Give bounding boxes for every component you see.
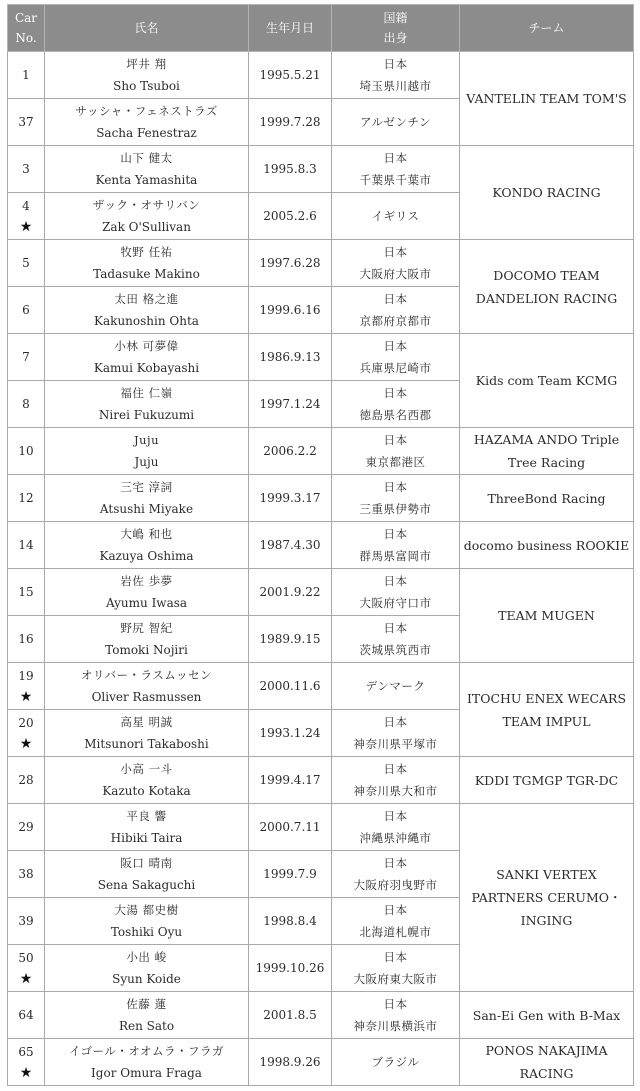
driver-name-english: Oliver Rasmussen [91, 690, 202, 704]
birth-date: 1995.5.21 [259, 68, 321, 82]
birth-date: 2000.11.6 [259, 679, 321, 693]
birth-date: 1999.10.26 [255, 961, 325, 975]
car-number-cell [8, 851, 45, 898]
birth-date: 2001.8.5 [263, 1008, 317, 1022]
header-car-no [8, 5, 45, 52]
nationality: 日本 [383, 292, 408, 306]
nationality: 日本 [383, 809, 408, 823]
origin-cell [332, 710, 460, 757]
origin-cell [332, 757, 460, 804]
car-number-cell [8, 240, 45, 287]
car-number: 7 [22, 350, 30, 364]
car-number-cell [8, 804, 45, 851]
team-name-line: RACING [519, 1066, 574, 1081]
origin-cell [332, 851, 460, 898]
team-name-line: HAZAMA ANDO Triple [473, 432, 620, 447]
driver-name-cell [45, 757, 249, 804]
birth-date: 1999.6.16 [259, 303, 321, 317]
hometown: 北海道札幌市 [359, 925, 432, 939]
driver-name-english: Zak O'Sullivan [102, 220, 191, 234]
team-name-line: PARTNERS CERUMO・ [471, 890, 622, 905]
birth-date-cell [249, 992, 332, 1039]
driver-name-english: Sena Sakaguchi [97, 878, 196, 892]
birth-date-cell [249, 193, 332, 240]
driver-name-english: Juju [134, 455, 159, 469]
driver-name-english: Kamui Kobayashi [93, 361, 200, 375]
driver-name-cell [45, 381, 249, 428]
car-number: 19 [18, 669, 34, 683]
header-origin-line-2: 出身 [383, 31, 408, 45]
driver-name-japanese: オリバー・ラスムッセン [80, 668, 213, 682]
birth-date-cell [249, 804, 332, 851]
driver-name-english: Nirei Fukuzumi [98, 408, 195, 422]
birth-date: 1997.1.24 [259, 397, 321, 411]
team-cell [460, 240, 634, 334]
hometown: 大阪府大阪市 [359, 267, 432, 281]
car-number-cell [8, 287, 45, 334]
driver-name-english: Sacha Fenestraz [96, 126, 197, 140]
hometown: 京都府京都市 [359, 314, 432, 328]
hometown: 兵庫県尼崎市 [359, 361, 432, 375]
origin-cell [332, 1039, 460, 1086]
origin-cell [332, 475, 460, 522]
header-origin-line-1: 国籍 [383, 11, 408, 25]
rookie-star-icon: ★ [19, 1065, 33, 1081]
driver-name-cell [45, 710, 249, 757]
car-number-cell [8, 99, 45, 146]
birth-date-cell [249, 757, 332, 804]
birth-date: 2006.2.2 [263, 444, 317, 458]
car-number-cell [8, 475, 45, 522]
team-name-line: KDDI TGMGP TGR-DC [474, 772, 619, 788]
origin-cell [332, 287, 460, 334]
origin-cell [332, 804, 460, 851]
driver-name-cell [45, 898, 249, 945]
header-birth: 生年月日 [249, 5, 332, 52]
team-cell [460, 522, 634, 569]
driver-name-cell [45, 569, 249, 616]
team-cell [460, 52, 634, 146]
birth-date-cell [249, 52, 332, 99]
table-row [8, 522, 634, 569]
birth-date-cell [249, 287, 332, 334]
birth-date: 1987.4.30 [259, 538, 321, 552]
car-number: 64 [18, 1008, 34, 1022]
car-number-cell [8, 146, 45, 193]
driver-name-english: Sho Tsuboi [113, 79, 180, 93]
driver-name-cell [45, 193, 249, 240]
team-cell [460, 804, 634, 992]
car-number: 1 [22, 68, 30, 82]
driver-name-japanese: 坪井 翔 [126, 57, 167, 71]
driver-name-japanese: 阪口 晴南 [120, 856, 173, 870]
driver-name-english: Kenta Yamashita [95, 173, 198, 187]
driver-name-english: Atsushi Miyake [99, 502, 194, 516]
driver-name-cell [45, 1039, 249, 1086]
table-row [8, 428, 634, 475]
car-number: 6 [22, 303, 30, 317]
hometown: 群馬県富岡市 [359, 549, 432, 563]
driver-name-japanese: 牧野 任祐 [120, 245, 173, 259]
nationality: 日本 [383, 574, 408, 588]
car-number-cell [8, 757, 45, 804]
origin-cell [332, 616, 460, 663]
driver-name-cell [45, 240, 249, 287]
driver-name-cell [45, 663, 249, 710]
origin-cell [332, 569, 460, 616]
birth-date-cell [249, 1039, 332, 1086]
team-cell [460, 475, 634, 522]
birth-date-cell [249, 851, 332, 898]
nationality: 日本 [383, 151, 408, 165]
birth-date: 1986.9.13 [259, 350, 321, 364]
hometown: 東京都港区 [365, 455, 426, 469]
nationality: 日本 [383, 621, 408, 635]
nationality: 日本 [383, 997, 408, 1011]
car-number: 38 [18, 867, 34, 881]
hometown: 大阪府東大阪市 [353, 972, 438, 986]
birth-date: 1999.7.9 [263, 867, 317, 881]
team-name-line: San-Ei Gen with B-Max [472, 1007, 621, 1023]
nationality: 日本 [383, 57, 408, 71]
birth-date: 2000.7.11 [259, 820, 321, 834]
birth-date-cell [249, 663, 332, 710]
team-name-line: INGING [520, 913, 573, 928]
nationality: 日本 [383, 762, 408, 776]
origin-cell [332, 52, 460, 99]
team-name-line: Tree Racing [507, 455, 586, 470]
table-row [8, 569, 634, 616]
car-number: 15 [18, 585, 34, 599]
driver-name-cell [45, 945, 249, 992]
rookie-star-icon: ★ [19, 736, 33, 752]
driver-name-japanese: 三宅 淳詞 [120, 480, 173, 494]
team-name-line: TEAM MUGEN [498, 608, 595, 623]
origin-cell [332, 522, 460, 569]
driver-name-cell [45, 522, 249, 569]
driver-name-english: Kazuya Oshima [99, 549, 194, 563]
car-number: 29 [18, 820, 34, 834]
driver-name-japanese: 野尻 智紀 [120, 621, 173, 635]
driver-name-japanese: ザック・オサリバン [92, 198, 201, 212]
car-number-cell [8, 381, 45, 428]
team-name-line: ITOCHU ENEX WECARS [466, 690, 627, 706]
nationality: 日本 [383, 903, 408, 917]
team-name-line: PONOS NAKAJIMA [485, 1043, 608, 1058]
driver-name-cell [45, 804, 249, 851]
team-name-line: DOCOMO TEAM [493, 267, 600, 283]
driver-name-japanese: 小林 可夢偉 [114, 339, 179, 353]
car-number: 28 [18, 773, 34, 787]
birth-date: 1999.4.17 [259, 773, 321, 787]
table-row [8, 804, 634, 851]
driver-name-english: Ayumu Iwasa [105, 596, 188, 610]
car-number: 65 [18, 1045, 34, 1059]
driver-name-english: Ren Sato [118, 1019, 175, 1033]
team-name-line: VANTELIN TEAM TOM'S [466, 91, 627, 106]
birth-date-cell [249, 334, 332, 381]
car-number: 16 [18, 632, 34, 646]
car-number-cell [8, 52, 45, 99]
birth-date-cell [249, 945, 332, 992]
nationality: イギリス [371, 209, 420, 223]
team-name-line: TEAM IMPUL [502, 713, 591, 729]
driver-name-cell [45, 146, 249, 193]
rookie-star-icon: ★ [19, 219, 33, 235]
team-cell [460, 992, 634, 1039]
birth-date: 1999.7.28 [259, 115, 321, 129]
nationality: 日本 [383, 433, 408, 447]
car-number: 4 [22, 199, 30, 213]
header-car-line-2: No. [15, 31, 37, 45]
team-cell [460, 757, 634, 804]
driver-name-cell [45, 616, 249, 663]
nationality: 日本 [383, 950, 408, 964]
driver-name-cell [45, 992, 249, 1039]
nationality: 日本 [383, 715, 408, 729]
header-name: 氏名 [45, 5, 249, 52]
car-number: 12 [18, 491, 34, 505]
driver-name-cell [45, 334, 249, 381]
team-cell [460, 146, 634, 240]
header-row [8, 5, 634, 52]
birth-date-cell [249, 99, 332, 146]
origin-cell [332, 99, 460, 146]
car-number-cell [8, 898, 45, 945]
driver-name-japanese: 小高 一斗 [120, 762, 173, 776]
nationality: 日本 [383, 386, 408, 400]
birth-date: 1998.9.26 [259, 1055, 321, 1069]
birth-date: 1997.6.28 [259, 256, 321, 270]
driver-name-japanese: イゴール・オオムラ・フラガ [69, 1044, 224, 1058]
team-name-line: SANKI VERTEX [496, 867, 597, 882]
car-number: 20 [18, 716, 34, 730]
driver-name-japanese: 平良 響 [126, 809, 167, 823]
birth-date: 2001.9.22 [259, 585, 321, 599]
team-cell [460, 569, 634, 663]
driver-name-japanese: 高星 明誠 [120, 715, 173, 729]
origin-cell [332, 945, 460, 992]
nationality: 日本 [383, 856, 408, 870]
driver-name-english: Mitsunori Takaboshi [84, 737, 209, 751]
driver-table-container [7, 4, 634, 1086]
nationality: 日本 [383, 527, 408, 541]
car-number: 5 [22, 256, 30, 270]
birth-date-cell [249, 381, 332, 428]
hometown: 三重県伊勢市 [359, 502, 432, 516]
driver-name-japanese: 大湯 都史樹 [114, 903, 179, 917]
driver-name-cell [45, 287, 249, 334]
car-number: 10 [18, 444, 34, 458]
car-number-cell [8, 710, 45, 757]
driver-name-japanese: 小出 峻 [126, 950, 167, 964]
driver-name-japanese: 山下 健太 [120, 151, 173, 165]
table-row [8, 1039, 634, 1086]
team-name-line: DANDELION RACING [475, 290, 618, 306]
hometown: 茨城県筑西市 [359, 643, 432, 657]
driver-name-english: Kazuto Kotaka [102, 784, 191, 798]
origin-cell [332, 428, 460, 475]
car-number-cell [8, 522, 45, 569]
driver-name-japanese: 佐藤 蓮 [126, 997, 167, 1011]
table-row [8, 52, 634, 99]
driver-name-japanese: 太田 格之進 [114, 292, 179, 306]
nationality: アルゼンチン [360, 115, 431, 129]
driver-name-english: Hibiki Taira [110, 831, 183, 845]
birth-date: 1995.8.3 [263, 162, 317, 176]
origin-cell [332, 663, 460, 710]
nationality: 日本 [383, 339, 408, 353]
birth-date-cell [249, 522, 332, 569]
birth-date-cell [249, 146, 332, 193]
driver-name-japanese: Juju [134, 433, 159, 447]
driver-name-cell [45, 52, 249, 99]
birth-date-cell [249, 569, 332, 616]
driver-name-cell [45, 475, 249, 522]
driver-name-japanese: 岩佐 歩夢 [120, 574, 173, 588]
header-origin [332, 5, 460, 52]
car-number-cell [8, 569, 45, 616]
table-row [8, 146, 634, 193]
team-cell [460, 428, 634, 475]
birth-date-cell [249, 475, 332, 522]
nationality: 日本 [383, 245, 408, 259]
table-body [8, 52, 634, 1086]
car-number-cell [8, 992, 45, 1039]
origin-cell [332, 898, 460, 945]
table-row [8, 475, 634, 522]
table-row [8, 663, 634, 710]
car-number: 37 [18, 115, 34, 129]
driver-name-japanese: サッシャ・フェネストラズ [75, 104, 218, 118]
birth-date-cell [249, 616, 332, 663]
header-car-line-1: Car [14, 11, 38, 25]
driver-name-english: Kakunoshin Ohta [94, 314, 199, 328]
driver-table [7, 4, 634, 1086]
birth-date: 1989.9.15 [259, 632, 321, 646]
car-number: 8 [22, 397, 30, 411]
hometown: 徳島県名西郡 [359, 408, 432, 422]
nationality: デンマーク [365, 679, 426, 693]
team-cell [460, 334, 634, 428]
rookie-star-icon: ★ [19, 689, 33, 705]
rookie-star-icon: ★ [19, 971, 33, 987]
origin-cell [332, 146, 460, 193]
driver-name-english: Tomoki Nojiri [105, 643, 188, 657]
car-number: 50 [18, 951, 34, 965]
hometown: 埼玉県川越市 [359, 79, 432, 93]
birth-date: 2005.2.6 [263, 209, 317, 223]
origin-cell [332, 334, 460, 381]
table-row [8, 334, 634, 381]
team-name-line: docomo business ROOKIE [463, 537, 630, 553]
birth-date: 1993.1.24 [259, 726, 321, 740]
hometown: 神奈川県横浜市 [353, 1019, 438, 1033]
team-name-line: Kids com Team KCMG [475, 373, 618, 388]
driver-name-english: Toshiki Oyu [110, 925, 183, 939]
nationality: 日本 [383, 480, 408, 494]
car-number-cell [8, 616, 45, 663]
team-cell [460, 1039, 634, 1086]
car-number: 39 [18, 914, 34, 928]
origin-cell [332, 381, 460, 428]
car-number-cell [8, 428, 45, 475]
birth-date: 1999.3.17 [259, 491, 321, 505]
origin-cell [332, 240, 460, 287]
car-number-cell [8, 1039, 45, 1086]
birth-date-cell [249, 710, 332, 757]
origin-cell [332, 992, 460, 1039]
nationality: ブラジル [371, 1055, 420, 1069]
hometown: 神奈川県大和市 [353, 784, 438, 798]
car-number: 14 [18, 538, 34, 552]
birth-date-cell [249, 428, 332, 475]
driver-name-cell [45, 851, 249, 898]
driver-name-english: Tadasuke Makino [93, 267, 200, 281]
birth-date: 1998.8.4 [263, 914, 317, 928]
team-cell [460, 663, 634, 757]
driver-name-english: Syun Koide [112, 972, 181, 986]
driver-name-cell [45, 428, 249, 475]
car-number: 3 [22, 162, 30, 176]
hometown: 沖縄県沖縄市 [359, 831, 432, 845]
driver-name-cell [45, 99, 249, 146]
table-row [8, 240, 634, 287]
car-number-cell [8, 193, 45, 240]
birth-date-cell [249, 240, 332, 287]
team-name-line: ThreeBond Racing [487, 490, 606, 506]
driver-name-english: Igor Omura Fraga [91, 1066, 202, 1080]
birth-date-cell [249, 898, 332, 945]
car-number-cell [8, 945, 45, 992]
origin-cell [332, 193, 460, 240]
hometown: 千葉県千葉市 [359, 173, 432, 187]
car-number-cell [8, 663, 45, 710]
driver-name-japanese: 福住 仁嶺 [120, 386, 173, 400]
car-number-cell [8, 334, 45, 381]
table-row [8, 757, 634, 804]
header-team: チーム [460, 5, 634, 52]
team-name-line: KONDO RACING [492, 185, 601, 200]
hometown: 大阪府羽曳野市 [353, 878, 438, 892]
table-row [8, 992, 634, 1039]
driver-name-japanese: 大嶋 和也 [120, 527, 173, 541]
hometown: 大阪府守口市 [359, 596, 432, 610]
hometown: 神奈川県平塚市 [353, 737, 438, 751]
